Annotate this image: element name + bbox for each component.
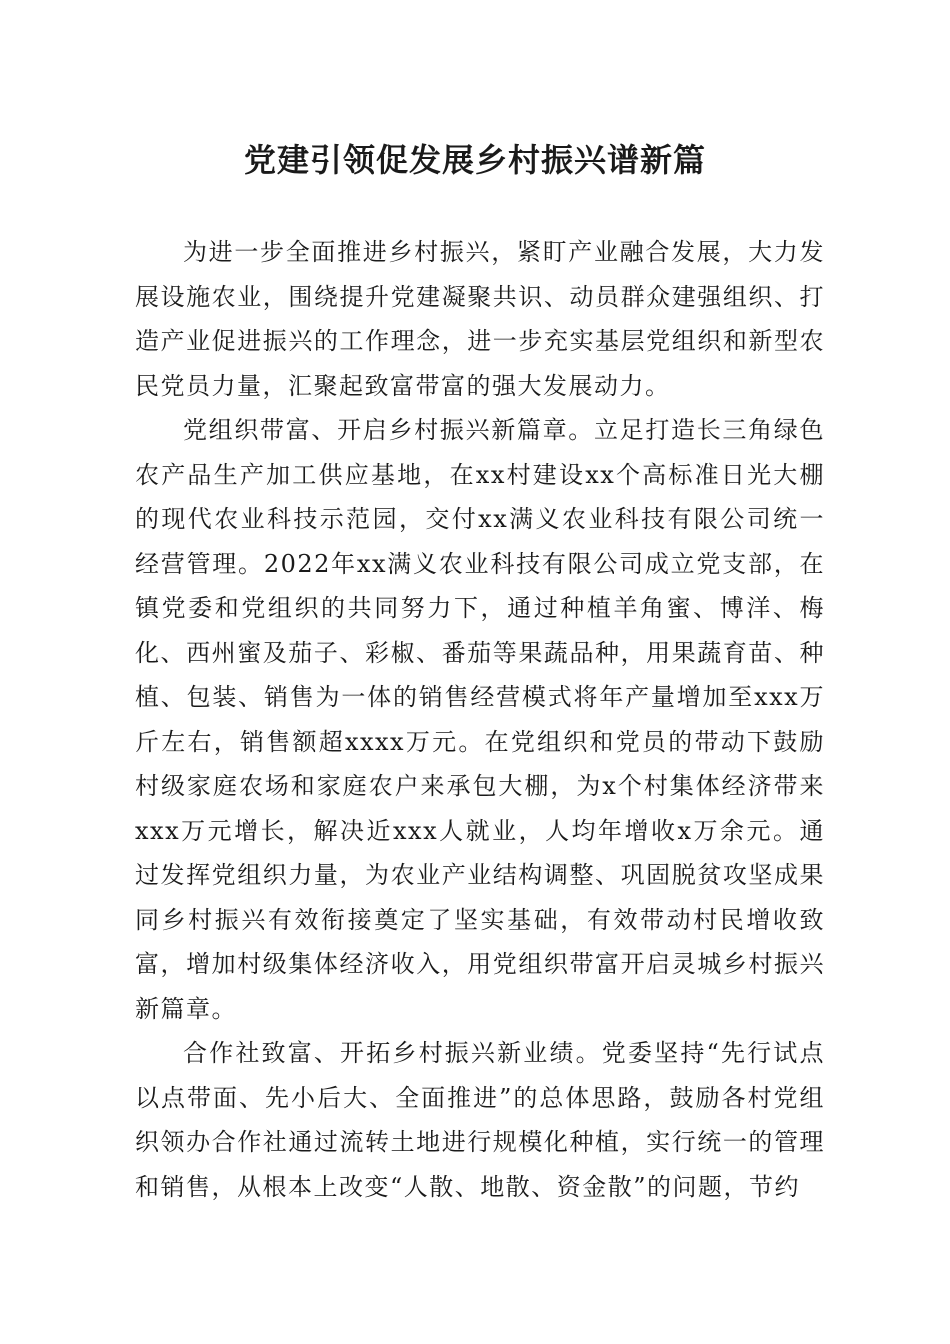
document-title: 党建引领促发展乡村振兴谱新篇 xyxy=(243,141,706,179)
paragraph-cooperative: 合作社致富、开拓乡村振兴新业绩。党委坚持“先行试点以点带面、先小后大、全面推进”的总体思路，鼓励各村党组织领办合作社通过流转土地进行规模化种植，实行统一的管理和销售，从根本上改变“人散、地散、资金散”的问题，节约 xyxy=(135,1039,825,1201)
paragraph-party-organization: 党组织带富、开启乡村振兴新篇章。立足打造长三角绿色农产品生产加工供应基地，在xx村建设xx个高标准日光大棚的现代农业科技示范园，交付xx满义农业科技有限公司统一经营管理。2022年xx满义农业科技有限公司成立党支部，在镇党委和党组织的共同努力下，通过种植羊角蜜、博洋、梅化、西州蜜及茄子、彩椒、番茄等果蔬品种，用果蔬育苗、种植、包装、销售为一体的销售经营模式将年产量增加至xxx万斤左右，销售额超xxxx万元。在党组织和党员的带动下鼓励村级家庭农场和家庭农户来承包大棚，为x个村集体经济带来xxx万元增长，解决近xxx人就业，人均年增收x万余元。通过发挥党组织力量，为农业产业结构调整、巩固脱贫攻坚成果同乡村振兴有效衔接奠定了坚实基础，有效带动村民增收致富，增加村级集体经济收入，用党组织带富开启灵城乡村振兴新篇章。 xyxy=(135,416,825,1023)
paragraph-intro: 为进一步全面推进乡村振兴，紧盯产业融合发展，大力发展设施农业，围绕提升党建凝聚共识、动员群众建强组织、打造产业促进振兴的工作理念，进一步充实基层党组织和新型农民党员力量，汇聚起致富带富的强大发展动力。 xyxy=(135,238,825,400)
document-body xyxy=(135,230,825,1209)
